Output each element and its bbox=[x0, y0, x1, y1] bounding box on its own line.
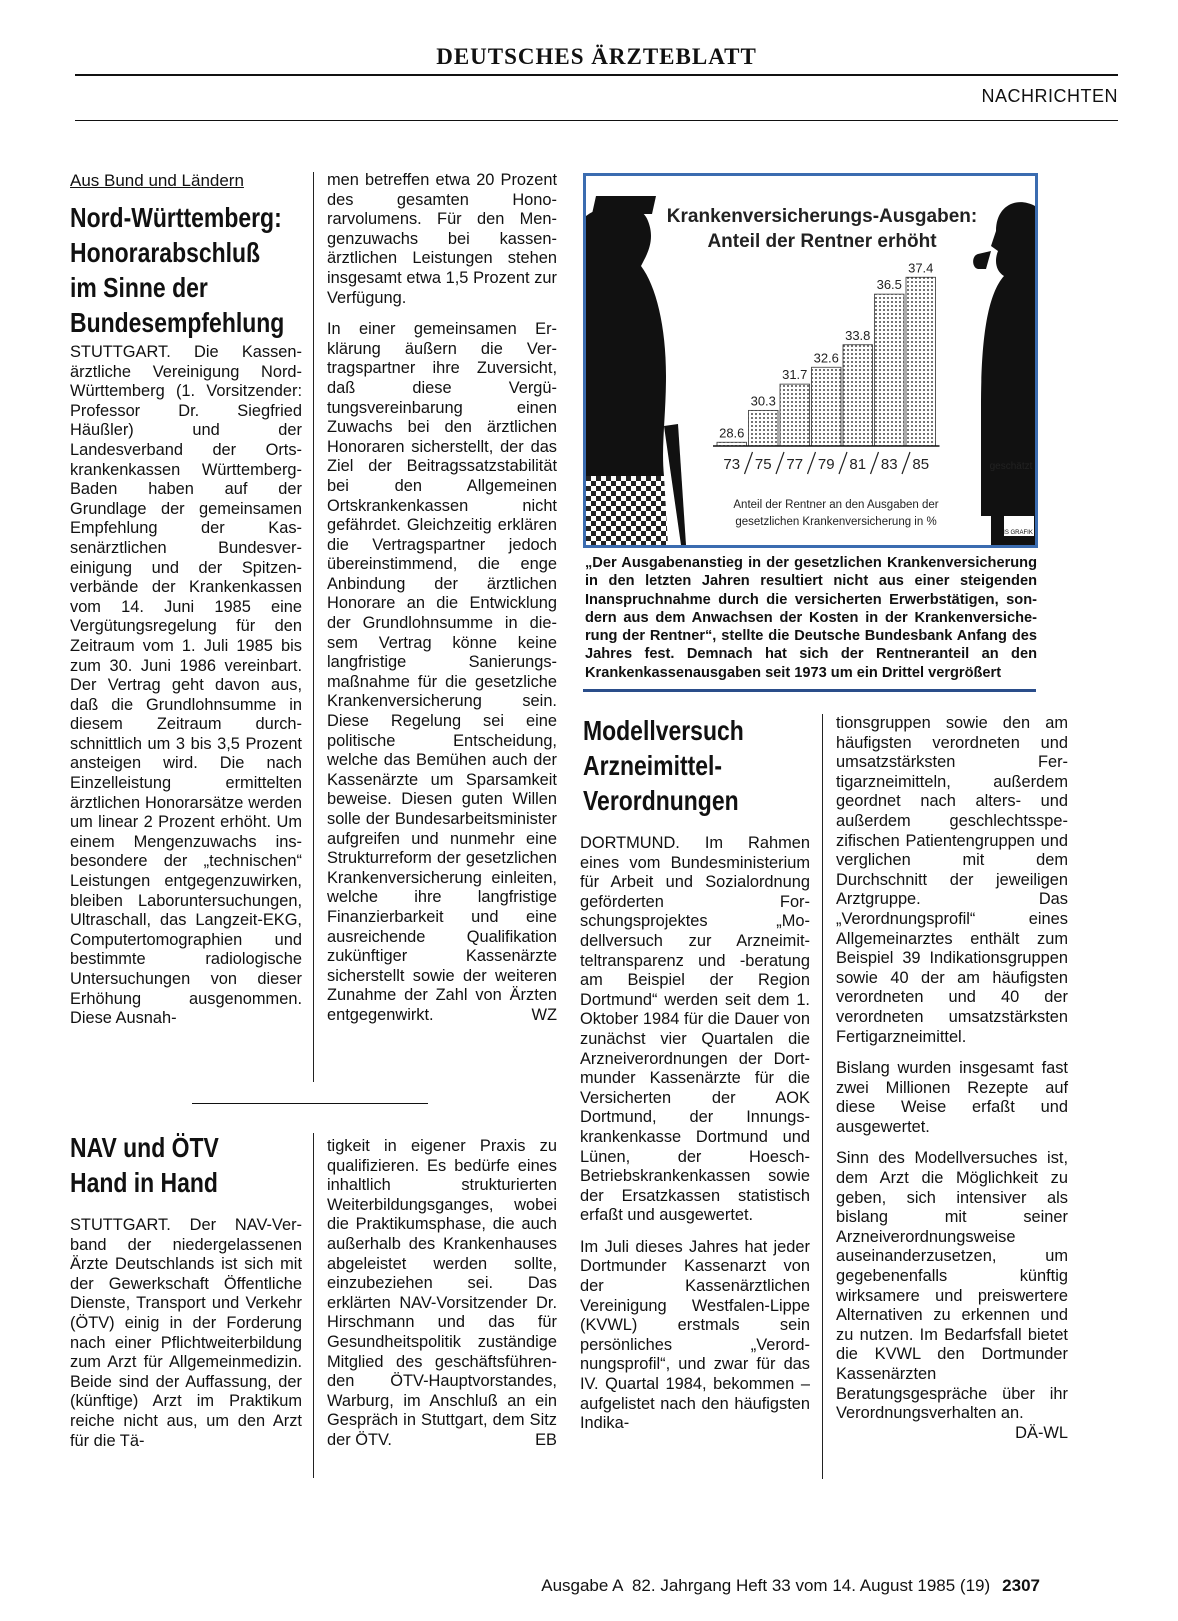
issue-info: Ausgabe A 82. Jahrgang Heft 33 vom 14. August 1985 (19) bbox=[541, 1576, 991, 1595]
chart-value-label-85: 37.4 bbox=[908, 260, 934, 276]
section-label: NACHRICHTEN bbox=[981, 86, 1118, 106]
column-divider bbox=[313, 1133, 314, 1478]
section-rule bbox=[75, 120, 1118, 121]
chart-x-label-79: 79 bbox=[817, 456, 835, 473]
chart-estimate-note: geschätzt bbox=[989, 461, 1033, 472]
chart-x-label-77: 77 bbox=[786, 456, 804, 473]
chart-subtitle-line2: gesetzlichen Krankenversicherung in % bbox=[735, 516, 937, 528]
article-separator bbox=[192, 1103, 428, 1104]
chart-bar-77 bbox=[780, 384, 810, 446]
chart-value-label-81: 33.8 bbox=[845, 327, 871, 343]
article1-kicker: Aus Bund und Ländern bbox=[70, 171, 244, 190]
chart-x-separator bbox=[808, 452, 816, 474]
article2-column2: tigkeit in eigener Praxis zu qualifizieren. Es bedürfe eines inhaltlich strukturierten Weiterbildungsganges, wobei die Praktikumsphase, die auch außerhalb des Krankenhauses abgeleistet werden sollte, einzubeziehen sei. Das erklärten NAV-Vorsitzender Dr. Hirschmann und das für Gesundheitspolitik zuständige Mitglied des geschäftsführenden ÖTV-Hauptvorstandes, Warburg, im Anschluß an ein Gespräch in Stuttgart, dem Sitz der ÖTV. EB bbox=[327, 1137, 557, 1449]
chart-title-line2: Anteil der Rentner erhöht bbox=[707, 231, 937, 252]
chart-x-label-85: 85 bbox=[912, 456, 930, 473]
chart-x-separator bbox=[839, 452, 847, 474]
page-footer bbox=[420, 1576, 1040, 1596]
chart-x-label-75: 75 bbox=[754, 456, 772, 473]
chart-x-label-73: 73 bbox=[723, 456, 741, 473]
chart-bar-79 bbox=[812, 367, 842, 446]
article3-column2: tionsgruppen sowie den am häufigsten verordneten und umsatzstärksten Fertigarzneimitteln, außerdem geordnet nach alters- und außerdem geschlechtsspezifischen Patientengruppen und verglichen mit dem Durchschnitt der jeweiligen Arztgruppe. Das „Verordnungsprofil“ eines Allgemeinarztes enthält zum Beispiel 39 Indikationsgruppen sowie 40 der am häufigsten verordneten und 40 der verordneten umsatzstärksten Fertigarzneimittel. Bislang wurden insgesamt fast zwei Millionen Rezepte auf diese Weise erfaßt und ausgewertet. Sinn des Modellversuches ist, dem Arzt die Möglichkeit zu geben, sich intensiver als bislang mit seiner Arzneiverordnungsweise auseinanderzusetzen, um gegebenenfalls künftig wirksamere und preiswertere Alternativen zu erkennen und zu nutzen. Im Bedarfsfall bietet die KVWL den Dortmunder Kassenärzten Beratungsgespräche über ihr Verordnungsverhalten an. DÄ-WL bbox=[836, 714, 1068, 1442]
article3-signature: DÄ-WL bbox=[1015, 1423, 1068, 1442]
article2-column1: STUTTGART. Der NAV-Verband der niedergelassenen Ärzte Deutschlands ist sich mit der Gewerkschaft Öffentliche Dienste, Transport und Verkehr (ÖTV) einig in der Forderung nach einer Pflichtweiterbildung zum Arzt für Allgemeinmedizin. Beide sind der Auffassung, der (künftige) Arzt im Praktikum reiche nicht aus, um den Arzt für die Tä- bbox=[70, 1216, 302, 1450]
rentner-chart bbox=[586, 176, 1035, 545]
chart-credit: IS GRAFIK bbox=[1003, 530, 1033, 536]
chart-bar-75 bbox=[749, 410, 779, 446]
chart-caption: „Der Ausgabenanstieg in der gesetzlichen Krankenversicherung in den letzten Jahren resultiert nicht aus einer steigenden Inanspruchnahme durch die versicherten Erwerbstätigen, sondern aus dem Anwachsen der Kosten in der Krankenversicherung der Rentner“, stellte die Deutsche Bundesbank Anfang des Jahres fest. Demnach hat sich der Rentneranteil an den Krankenkassenausgaben seit 1973 um ein Drittel vergrößert bbox=[585, 555, 1037, 681]
chart-x-separator bbox=[745, 452, 753, 474]
article-separator-blue bbox=[583, 689, 1036, 692]
column-divider bbox=[822, 714, 823, 1479]
chart-x-label-81: 81 bbox=[849, 456, 867, 473]
chart-x-separator bbox=[871, 452, 879, 474]
article1-headline: Nord-Württemberg: Honorarabschluß im Sinne der Bundesempfehlung bbox=[70, 202, 285, 338]
chart-value-label-77: 31.7 bbox=[782, 367, 808, 383]
article1-signature: WZ bbox=[531, 1005, 557, 1024]
masthead: DEUTSCHES ÄRZTEBLATT bbox=[436, 44, 757, 69]
chart-subtitle-line1: Anteil der Rentner an den Ausgaben der bbox=[733, 499, 939, 511]
article2-headline: NAV und ÖTV Hand in Hand bbox=[70, 1132, 219, 1198]
column-divider bbox=[313, 172, 314, 1082]
article1-column1: STUTTGART. Die Kassenärztliche Vereinigung Nord-Württemberg (1. Vorsitzender: Professor Dr. Siegfried Häußler) und der Landesverband der Ortskrankenkassen Württemberg-Baden haben auf der Grundlage der gemeinsamen Empfehlung der Kassenärztlichen Bundesvereinigung und der Spitzenverbände der Krankenkassen vom 14. Juni 1985 eine Vergütungsregelung für den Zeitraum vom 1. Juli 1985 bis zum 30. Juni 1986 vereinbart. Der Vertrag geht davon aus, daß die Grundlohnsumme in diesem Zeitraum durchschnittlich um 3 bis 3,5 Prozent ansteigen wird. Die nach Einzelleistung ermittelten ärztlichen Honorarsätze werden um linear 2 Prozent erhöht. Um einem Mengenzuwachs insbesondere der „technischen“ Leistungen entgegenzuwirken, bleiben Laboruntersuchungen, Ultraschall, das Langzeit-EKG, Computertomographien und bestimmte radiologische Untersuchungen von dieser Erhöhung ausgenommen. Diese Ausnah- bbox=[70, 343, 302, 1028]
chart-value-label-83: 36.5 bbox=[876, 277, 902, 293]
article1-column2: men betreffen etwa 20 Prozent des gesamten Honorarvolumens. Für den Mengenzuwachs bei kassenärztlichen Leistungen stehen insgesamt etwa 1,5 Prozent zur Verfügung. In einer gemeinsamen Erklärung äußern die Vertragspartner ihre Zuversicht, daß diese Vergütungsvereinbarung einen Zuwachs bei den ärztlichen Honoraren sicherstellt, der das Ziel der Beitragssatzstabilität bei den Allgemeinen Ortskrankenkassen nicht gefährdet. Gleichzeitig erklären die Vertragspartner jedoch übereinstimmend, die enge Anbindung der ärztlichen Honorare an die Entwicklung der Grundlohnsumme in diesem Vertrag könne keine langfristige Sanierungsmaßnahme für die gesetzliche Krankenversicherung sein. Diese Regelung sei eine politische Entscheidung, welche das Bemühen auch der Kassenärzte um Sparsamkeit beweise. Diesen guten Willen solle der Bundesarbeitsminister aufgreifen und nunmehr eine Strukturreform der gesetzlichen Krankenversicherung einleiten, welche ihre langfristige Finanzierbarkeit und eine ausreichende Qualifikation zukünftiger Kassenärzte sicherstellt sowie der weiteren Zunahme der Zahl von Ärzten entgegenwirkt. WZ bbox=[327, 171, 557, 1024]
chart-x-separator bbox=[776, 452, 784, 474]
chart-frame bbox=[583, 173, 1038, 548]
chart-title-line1: Krankenversicherungs-Ausgaben: bbox=[666, 206, 978, 227]
man-with-pipe-illustration bbox=[973, 202, 1035, 545]
article3-column1: DORTMUND. Im Rahmen eines vom Bundesministerium für Arbeit und Sozialordnung geförderten Forschungsprojektes „Modellversuch zur Arzneimitteltransparenz und -beratung am Beispiel der Region Dortmund“ werden seit dem 1. Oktober 1984 für die Dauer von zunächst vier Quartalen die Arzneiverordnungen der Dortmunder Kassenärzte für die Versicherten der AOK Dortmund, der Innungskrankenkasse Dortmund und Lünen, der Hoesch-Betriebskrankenkassen sowie der Ersatzkassen statistisch erfaßt und ausgewertet. Im Juli dieses Jahres hat jeder Dortmunder Kassenarzt von der Kassenärztlichen Vereinigung Westfalen-Lippe (KVWL) erstmals sein persönliches „Verordnungsprofil“, und zwar für das IV. Quartal 1984, bekommen – aufgelistet nach den häufigsten Indika- bbox=[580, 834, 810, 1433]
masthead-rule bbox=[75, 74, 1118, 76]
chart-value-label-79: 32.6 bbox=[813, 350, 839, 366]
chart-x-separator bbox=[902, 452, 910, 474]
chart-bar-83 bbox=[875, 294, 905, 446]
article3-headline: Modellversuch Arzneimittel- Verordnungen bbox=[583, 715, 744, 816]
article2-signature: EB bbox=[535, 1430, 557, 1449]
elderly-woman-illustration bbox=[586, 196, 686, 545]
page-number: 2307 bbox=[1002, 1576, 1040, 1595]
chart-value-label-75: 30.3 bbox=[750, 393, 776, 409]
chart-x-label-83: 83 bbox=[880, 456, 898, 473]
chart-bar-85 bbox=[906, 277, 936, 446]
chart-bar-81 bbox=[843, 345, 873, 446]
chart-x-axis-labels bbox=[723, 452, 929, 474]
chart-value-label-73: 28.6 bbox=[719, 425, 745, 441]
